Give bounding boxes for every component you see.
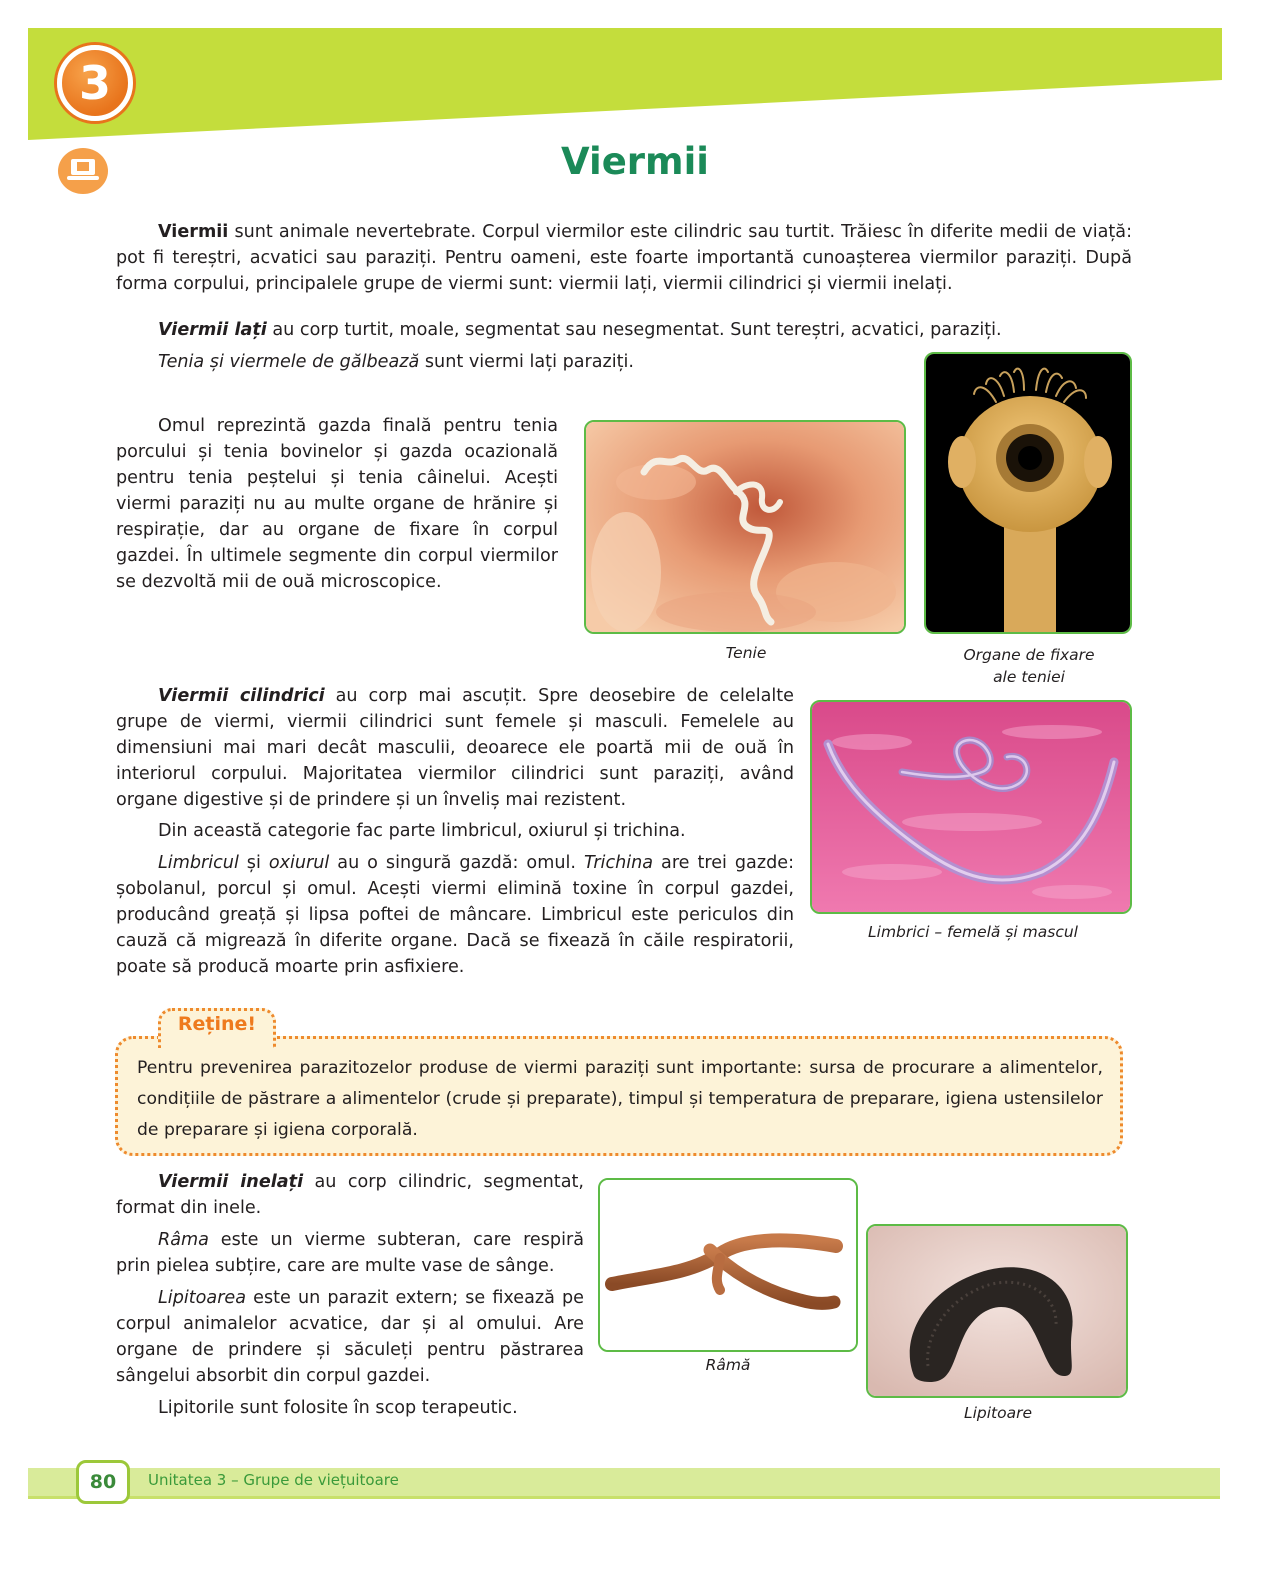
flat-worms-examples-text: sunt viermi lați paraziți. xyxy=(419,352,635,372)
roundworms-caption: Limbrici – femelă și mascul xyxy=(868,923,1078,941)
page-number-text: 80 xyxy=(89,1471,117,1493)
scolex-caption xyxy=(932,644,1126,688)
round-worms-text: au corp mai ascuțit. Spre deosebire de celelalte grupe de viermi, viermii cilindrici sunt femele și masculi. Femelele au dimensiuni mai mari decât masculii, deoarece ele poartă mii de ouă în interiorul corpului. Majoritatea viermilor cilindrici sunt paraziți, având organe digestive și de prindere și un înveliș mai rezistent. xyxy=(116,686,794,810)
trichina-italic: Trichina xyxy=(583,853,654,873)
tapeworm-caption: Tenie xyxy=(725,644,767,662)
earthworm-caption: Râmă xyxy=(705,1356,751,1374)
scolex-caption-line2: ale teniei xyxy=(993,668,1065,686)
page-number xyxy=(76,1460,130,1504)
earthworm-text: este un vierme subteran, care respiră prin pielea subțire, care are multe vase de sânge. xyxy=(116,1230,584,1276)
intro-term: Viermii xyxy=(158,222,229,242)
pinworm-italic: oxiurul xyxy=(268,853,330,873)
flat-worms-term: Viermii lați xyxy=(158,320,267,340)
leech-term: Lipitoarea xyxy=(158,1288,247,1308)
roundworm-italic: Limbricul xyxy=(158,853,239,873)
flat-worms-host-paragraph: Omul reprezintă gazda finală pentru tenia porcului și tenia bovinelor și gazda ocazională pentru tenia peștelui și tenia câinelui. Acești viermi paraziți nu au multe organe de hrănire și respirație, dar au organe de fixare în corpul gazdei. În ultimele segmente din corpul viermilor se dezvoltă mii de ouă microscopice. xyxy=(116,416,558,592)
roundworms-photo xyxy=(810,700,1132,914)
flat-worms-examples-italic: Tenia și viermele de gălbează xyxy=(158,352,420,372)
tapeworm-photo xyxy=(584,420,906,634)
earthworm-photo xyxy=(598,1178,858,1352)
round-worms-hosts xyxy=(116,850,794,980)
leech-text: este un parazit extern; se fixează pe corpul animalelor acvatice, dar și al omului. Are organe de prindere și săculeți pentru păstrarea sângelui absorbit din corpul gazdei. xyxy=(116,1288,584,1386)
flat-worms-examples xyxy=(158,349,858,375)
leech-photo xyxy=(866,1224,1128,1398)
round-worms-category: Din această categorie fac parte limbricul, oxiurul și trichina. xyxy=(158,821,686,841)
scolex-caption-line1: Organe de fixare xyxy=(963,646,1095,664)
leech-paragraph xyxy=(116,1285,584,1389)
remember-title: Reține! xyxy=(177,1013,257,1035)
earthworm-term: Râma xyxy=(158,1230,209,1250)
leech-therapy-text: Lipitorile sunt folosite în scop terapeutic. xyxy=(158,1398,518,1418)
flat-worms-text: au corp turtit, moale, segmentat sau nesegmentat. Sunt tereștri, acvatici, paraziți. xyxy=(266,320,1002,340)
ringed-worms-definition xyxy=(116,1169,584,1221)
remember-text: Pentru prevenirea parazitozelor produse de viermi paraziți sunt importante: sursa de procurare a alimentelor, condițiile de păstrare a alimentelor (crude și preparate), timpul și temperatura de preparare, igiena ustensilelor de preparare și igiena corporală. xyxy=(137,1058,1103,1140)
scolex-photo xyxy=(924,352,1132,634)
round-worms-hosts-text3: are trei gazde: șobolanul, porcul și omul. Acești viermi elimină toxine în corpul gazdei, producând greață și lipsa poftei de mâncare. Limbricul este periculos din cauză că migrează în diferite organe. Dacă se fixează în căile respiratorii, poate să producă moarte prin asfixiere. xyxy=(116,853,794,977)
flat-worms-definition xyxy=(158,317,1058,343)
leech-caption: Lipitoare xyxy=(963,1404,1033,1422)
earthworm-paragraph xyxy=(116,1227,584,1279)
intro-paragraph xyxy=(116,219,1132,297)
round-worms-term: Viermii cilindrici xyxy=(158,686,325,706)
footer-line xyxy=(28,1496,1220,1499)
ringed-worms-term: Viermii inelați xyxy=(158,1172,304,1192)
intro-text: sunt animale nevertebrate. Corpul viermilor este cilindric sau turtit. Trăiesc în diferite medii de viață: pot fi tereștri, acvatici sau paraziți. Pentru oameni, este foarte importantă cunoașterea viermilor paraziți. După forma corpului, principalele grupe de viermi sunt: viermii lați, viermii cilindrici și viermii inelați. xyxy=(116,222,1132,294)
chapter-number-badge xyxy=(57,45,133,121)
header-band xyxy=(28,28,1242,140)
round-worms-hosts-text1: și xyxy=(238,853,269,873)
footer-unit-text: Unitatea 3 – Grupe de viețuitoare xyxy=(148,1471,399,1489)
round-worms-hosts-text2: au o singură gazdă: omul. xyxy=(329,853,584,873)
ringed-worms-text: au corp cilindric, segmentat, format din inele. xyxy=(116,1172,584,1218)
page-title: Viermii xyxy=(561,140,709,183)
chapter-number: 3 xyxy=(78,56,111,110)
round-worms-definition xyxy=(116,683,794,813)
